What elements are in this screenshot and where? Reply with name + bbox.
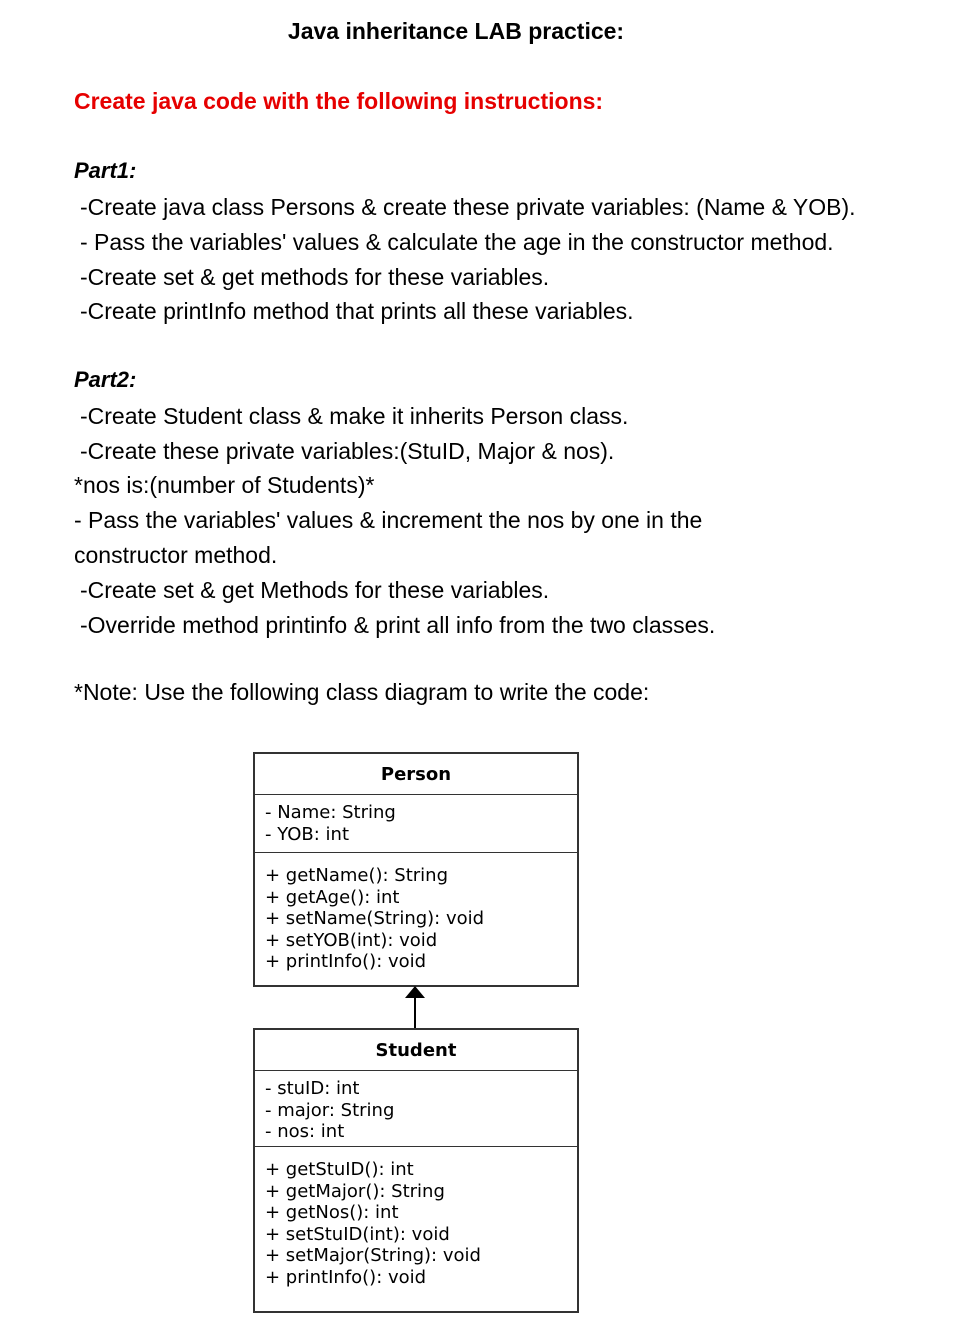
student-method: + setStuID(int): void <box>265 1223 450 1245</box>
student-class-box <box>253 1028 579 1313</box>
person-attribute: - Name: String <box>265 802 396 823</box>
student-method: + getNos(): int <box>265 1202 399 1223</box>
part1-line: -Create set & get methods for these variables. <box>80 264 550 290</box>
person-methods <box>255 853 577 985</box>
person-method: + setName(String): void <box>265 908 485 929</box>
part2-heading: Part2: <box>74 367 137 392</box>
person-class-name: Person <box>255 754 577 795</box>
part1-line: - Pass the variables' values & calculate the age in the constructor method. <box>80 229 834 255</box>
student-attributes <box>255 1071 577 1147</box>
student-method: + printInfo(): void <box>265 1266 427 1288</box>
part2-line: - Pass the variables' values & increment the nos by one in the <box>74 507 703 533</box>
part2-line: constructor method. <box>74 542 278 568</box>
part2-line: -Create these private variables:(StuID, Major & nos). <box>80 438 615 464</box>
person-attribute: - YOB: int <box>265 823 349 845</box>
document-title: Java inheritance LAB practice: <box>287 18 625 44</box>
part1-heading: Part1: <box>74 158 137 183</box>
part1-line: -Create printInfo method that prints all these variables. <box>80 298 634 324</box>
student-attribute: - nos: int <box>265 1121 345 1142</box>
instruction-heading: Create java code with the following instructions: <box>74 88 604 114</box>
student-methods <box>255 1147 577 1311</box>
inheritance-arrow-line <box>414 992 416 1028</box>
part2-line: *nos is:(number of Students)* <box>74 472 375 498</box>
person-attributes <box>255 795 577 853</box>
person-method: + getAge(): int <box>265 886 400 908</box>
part2-line: -Override method printinfo & print all info from the two classes. <box>80 612 716 638</box>
student-method: + getStuID(): int <box>265 1159 414 1180</box>
student-method: + setMajor(String): void <box>265 1245 481 1266</box>
note-text: *Note: Use the following class diagram to write the code: <box>74 679 650 705</box>
student-attribute: - stuID: int <box>265 1078 360 1099</box>
person-class-box <box>253 752 579 987</box>
person-method: + printInfo(): void <box>265 951 427 972</box>
student-class-name: Student <box>255 1030 577 1071</box>
student-method: + getMajor(): String <box>265 1180 445 1202</box>
person-method: + getName(): String <box>265 865 449 886</box>
student-attribute: - major: String <box>265 1099 395 1121</box>
person-method: + setYOB(int): void <box>265 929 438 951</box>
part2-line: -Create Student class & make it inherits Person class. <box>80 403 629 429</box>
part1-line: -Create java class Persons & create these private variables: (Name & YOB). <box>80 194 856 220</box>
part2-line: -Create set & get Methods for these variables. <box>80 577 550 603</box>
